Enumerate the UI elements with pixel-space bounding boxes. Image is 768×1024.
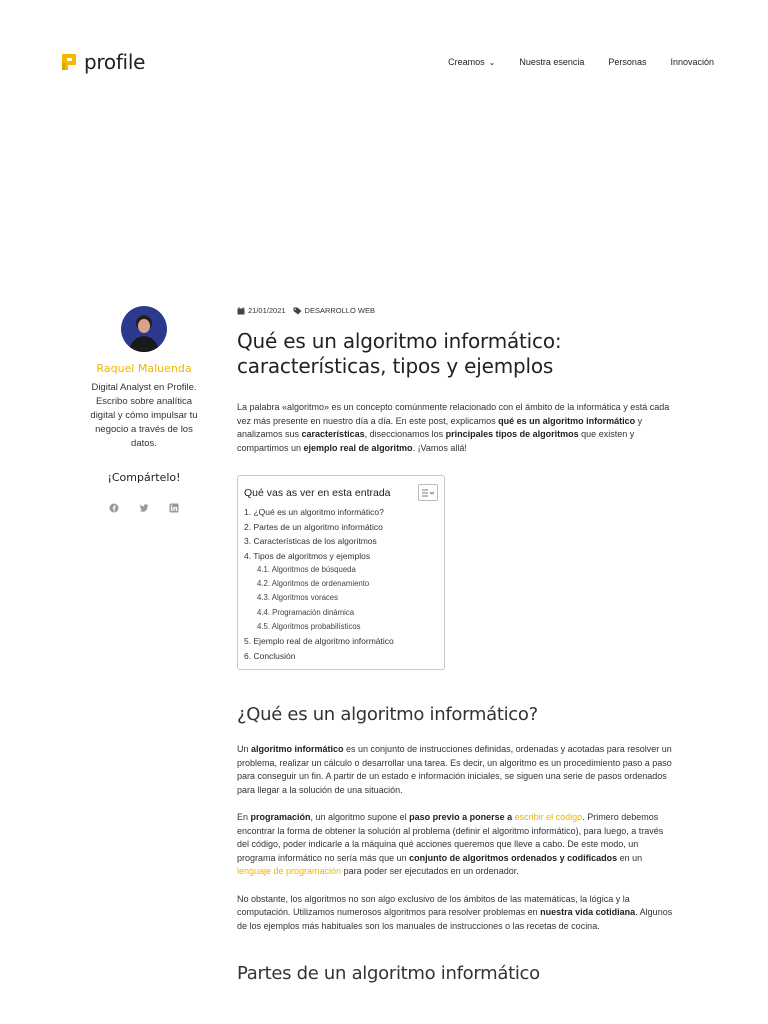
post-title: Qué es un algoritmo informático: características, tipos y ejemplos — [237, 329, 562, 378]
post-date: 21/01/2021 — [248, 306, 286, 315]
toc-subitem-4-3[interactable]: 4.3. Algoritmos voraces — [257, 593, 339, 603]
toc-item-1[interactable]: 1. ¿Qué es un algoritmo informático? — [244, 507, 384, 517]
intro-paragraph — [237, 401, 677, 455]
intro-text-1: La palabra «algoritmo» es un concepto comúnmente relacionado con el ámbito de la informática y está cada vez más presente en nuestro día a día. En este post, explicamos — [237, 402, 670, 426]
section1-paragraph-2 — [237, 811, 677, 879]
toc-list — [244, 505, 438, 663]
s1p2-text-2: , un algoritmo supone el — [310, 812, 410, 823]
intro-text-5: . ¡Vamos allá! — [412, 442, 467, 453]
author-photo — [121, 306, 167, 352]
twitter-icon[interactable] — [139, 500, 149, 510]
s1p3-text-2: . Algunos de los ejemplos más habituales son los manuales de instrucciones o las recetas de cocina. — [237, 907, 673, 931]
author-sidebar — [84, 306, 204, 510]
main-nav — [448, 57, 714, 67]
facebook-icon[interactable] — [109, 500, 119, 510]
share-icons — [84, 500, 204, 510]
intro-bold-4: ejemplo real de algoritmo — [303, 442, 413, 453]
author-bio: Digital Analyst en Profile. Escribo sobre analítica digital y cómo impulsar tu negocio a través de los datos. — [90, 382, 198, 449]
s1p2-bold-2: paso previo a ponerse a — [409, 812, 513, 823]
author-avatar[interactable] — [121, 306, 167, 352]
s1p2-text-4: . Primero debemos encontrar la forma de obtener la solución al problema (definir el algoritmo informático), para luego, a través del código, poder indicarle a la máquina qué acciones queremos que lleve a cabo. De este modo, un programa informático no sería más que un — [237, 812, 664, 863]
section1-paragraph-3 — [237, 893, 677, 934]
tag-icon — [293, 307, 302, 315]
s1p1-bold-1: algoritmo informático — [251, 744, 344, 755]
nav-creamos[interactable] — [448, 57, 495, 67]
section1-paragraph-1 — [237, 743, 677, 797]
section-heading-que-es: ¿Qué es un algoritmo informático? — [237, 704, 538, 726]
s1p2-text-1: En — [237, 812, 251, 823]
nav-innovacion[interactable] — [670, 57, 714, 67]
toc-subitem-4-5[interactable]: 4.5. Algoritmos probabilísticos — [257, 621, 361, 631]
site-header — [0, 0, 768, 120]
nav-innovacion-label: Innovación — [670, 57, 714, 67]
share-title: ¡Compártelo! — [107, 471, 181, 484]
s1p2-text-5: en un — [617, 852, 643, 863]
nav-nuestra-esencia-label: Nuestra esencia — [519, 57, 585, 67]
s1p3-bold-1: nuestra vida cotidiana — [540, 907, 636, 918]
author-name[interactable]: Raquel Maluenda — [96, 362, 192, 375]
toc-item-4[interactable]: 4. Tipos de algoritmos y ejemplos — [244, 550, 371, 561]
toc-item-2[interactable]: 2. Partes de un algoritmo informático — [244, 521, 383, 532]
table-of-contents — [237, 475, 445, 670]
toc-subitem-4-4[interactable]: 4.4. Programación dinámica — [257, 607, 355, 617]
calendar-icon — [237, 307, 245, 315]
post-content — [237, 306, 677, 984]
toc-title: Qué vas as ver en esta entrada — [244, 486, 391, 499]
toc-subitem-4-2[interactable]: 4.2. Algoritmos de ordenamiento — [257, 579, 370, 589]
linkedin-icon[interactable] — [169, 500, 179, 510]
s1p2-bold-3: conjunto de algoritmos ordenados y codificados — [409, 852, 618, 863]
s1p2-text-6: para poder ser ejecutados en un ordenador. — [341, 866, 519, 877]
intro-bold-2: características — [301, 429, 365, 439]
s1p3-text-1: No obstante, los algoritmos no son algo exclusivo de los ámbitos de las matemáticas, la lógica y la computación. Utilizamos numerosos algoritmos para resolver problemas en — [237, 893, 630, 918]
logo-text: profile — [84, 50, 146, 74]
lenguaje-programacion-link[interactable]: lenguaje de programación — [237, 866, 342, 877]
nav-nuestra-esencia[interactable] — [519, 57, 584, 67]
site-logo[interactable] — [58, 50, 145, 74]
toc-header — [244, 484, 438, 501]
escribir-codigo-link[interactable]: escribir el código — [514, 812, 583, 823]
toc-item-5[interactable]: 5. Ejemplo real de algoritmo informático — [244, 636, 394, 647]
post-meta — [237, 306, 677, 315]
section-heading-partes: Partes de un algoritmo informático — [237, 963, 540, 985]
s1p2-bold-1: programación — [250, 812, 311, 823]
list-icon — [422, 489, 434, 497]
intro-bold-1: qué es un algoritmo informático — [498, 415, 636, 426]
nav-personas[interactable] — [608, 57, 646, 67]
intro-bold-3: principales tipos de algoritmos — [445, 429, 579, 439]
intro-text-3: , diseccionamos los — [364, 429, 446, 439]
logo-icon — [58, 51, 80, 73]
toc-item-6[interactable]: 6. Conclusión — [244, 650, 296, 661]
post-category-link[interactable]: DESARROLLO WEB — [304, 306, 375, 315]
intro-text-2: y analizamos sus — [237, 415, 643, 439]
toc-subitem-4-1[interactable]: 4.1. Algoritmos de búsqueda — [257, 565, 356, 574]
nav-personas-label: Personas — [608, 57, 647, 67]
s1p1-text-2: es un conjunto de instrucciones definidas, ordenadas y acotadas para resolver un problema, realizar un cálculo o desarrollar una tarea. Es decir, un algoritmo es un procedimiento paso a paso para conseguir un fin. A partir de un estado e información iniciales, se siguen una serie de pasos ordenados para llegar a la solución de una situación. — [237, 744, 672, 795]
nav-creamos-label: Creamos — [448, 57, 485, 67]
intro-text-4: que existen y compartimos un — [237, 429, 635, 453]
toc-toggle-button[interactable] — [418, 484, 438, 501]
s1p1-text-1: Un — [237, 744, 252, 755]
chevron-down-icon: ⌄ — [488, 57, 496, 67]
toc-item-3[interactable]: 3. Características de los algoritmos — [244, 536, 377, 546]
